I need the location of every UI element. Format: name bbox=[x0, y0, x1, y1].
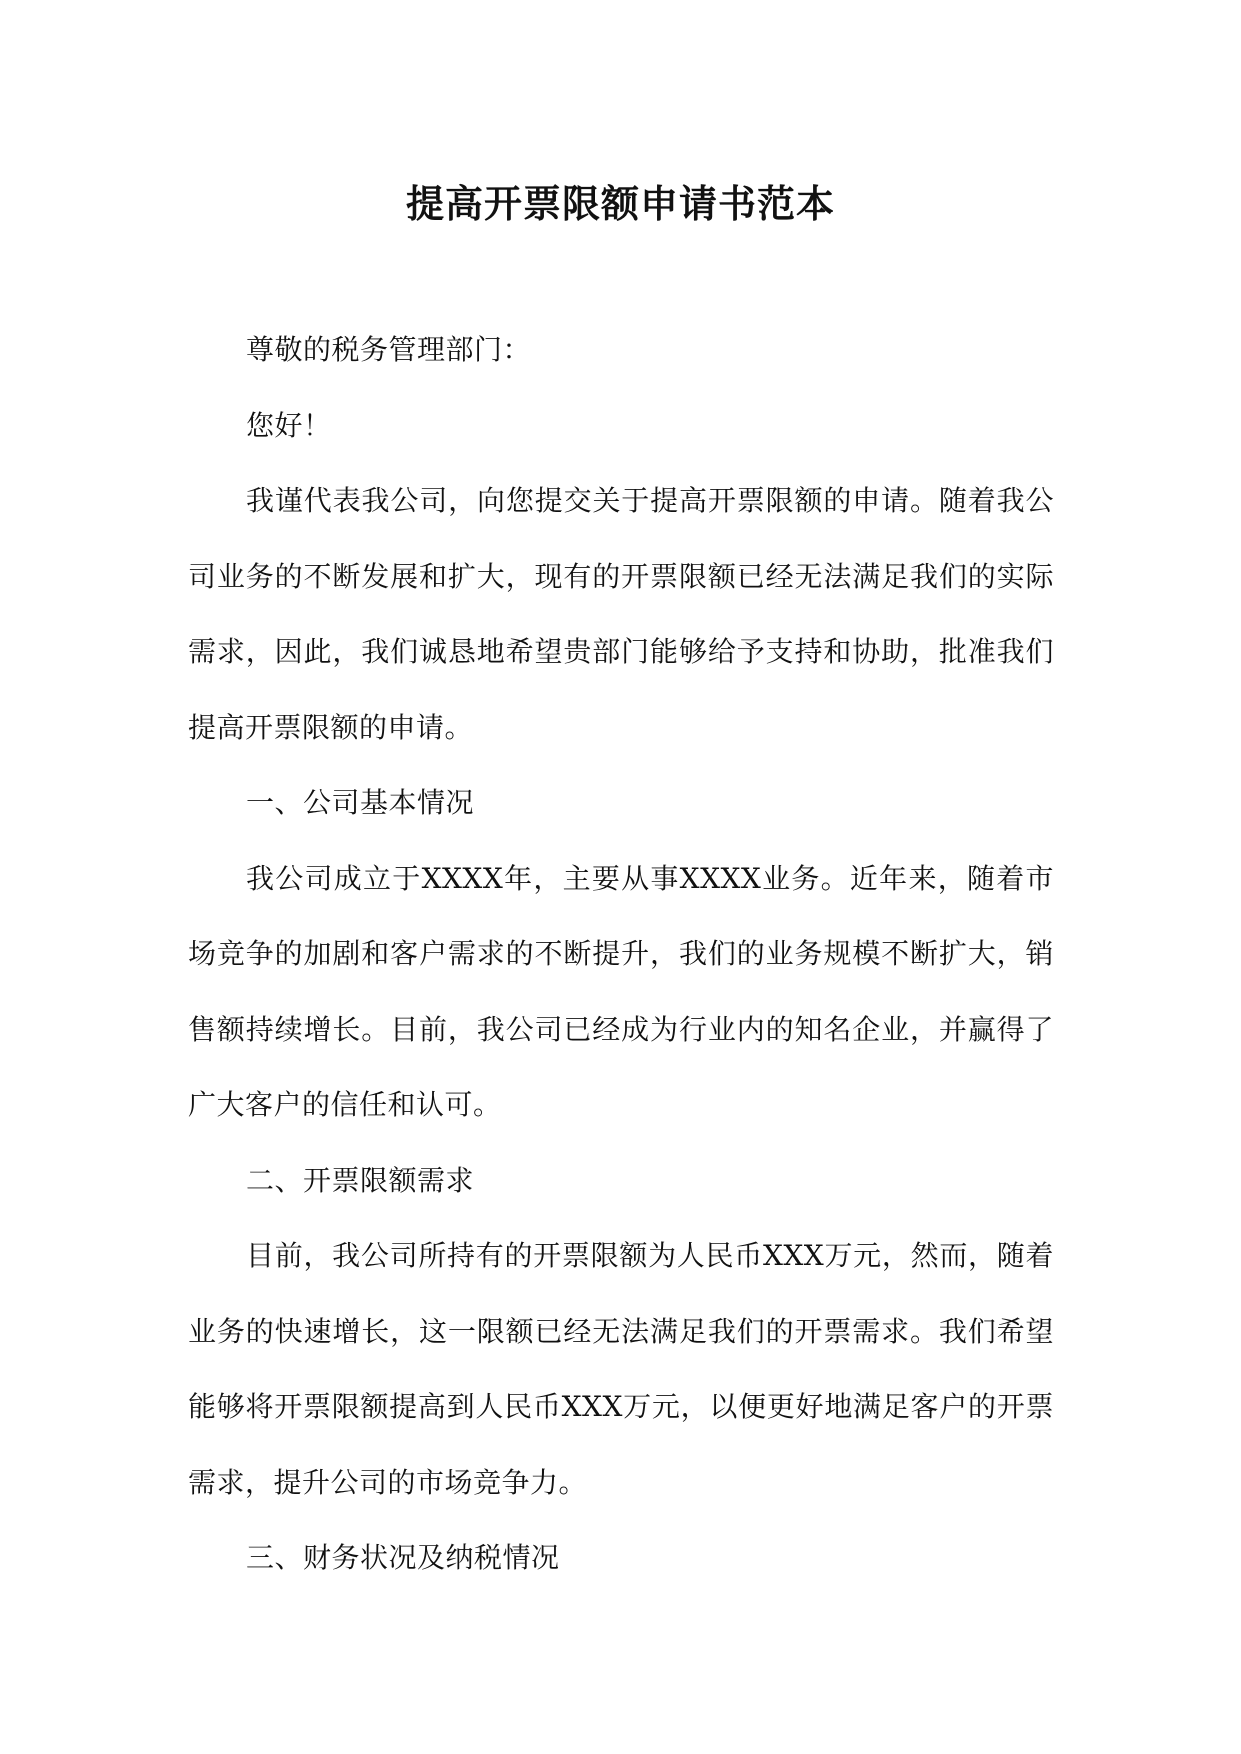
greeting: 您好！ bbox=[246, 408, 332, 442]
company-overview-paragraph: 我公司成立于XXXX年，主要从事XXXX业务。近年来，随着市场竞争的加剧和客户需求的不断提升，我们的业务规模不断扩大，销售额持续增长。目前，我公司已经成为行业内的知名企业，并赢得了广大客户的信任和认可。 bbox=[188, 861, 1054, 1121]
document-title: 提高开票限额申请书范本 bbox=[405, 181, 835, 226]
salutation: 尊敬的税务管理部门： bbox=[246, 333, 532, 366]
section-heading-invoice-limit-need: 二、开票限额需求 bbox=[246, 1163, 475, 1197]
intro-paragraph: 我谨代表我公司，向您提交关于提高开票限额的申请。随着我公司业务的不断发展和扩大，现有的开票限额已经无法满足我们的实际需求，因此，我们诚恳地希望贵部门能够给予支持和协助，批准我们提高开票限额的申请。 bbox=[188, 484, 1054, 744]
invoice-limit-need-paragraph: 目前，我公司所持有的开票限额为人民币XXX万元，然而，随着业务的快速增长，这一限额已经无法满足我们的开票需求。我们希望能够将开票限额提高到人民币XXX万元，以便更好地满足客户的开票需求，提升公司的市场竞争力。 bbox=[188, 1239, 1054, 1499]
document-body bbox=[188, 312, 1054, 1596]
section-heading-company-overview: 一、公司基本情况 bbox=[246, 786, 475, 819]
section-heading-financial-tax-status: 三、财务状况及纳税情况 bbox=[246, 1541, 560, 1574]
